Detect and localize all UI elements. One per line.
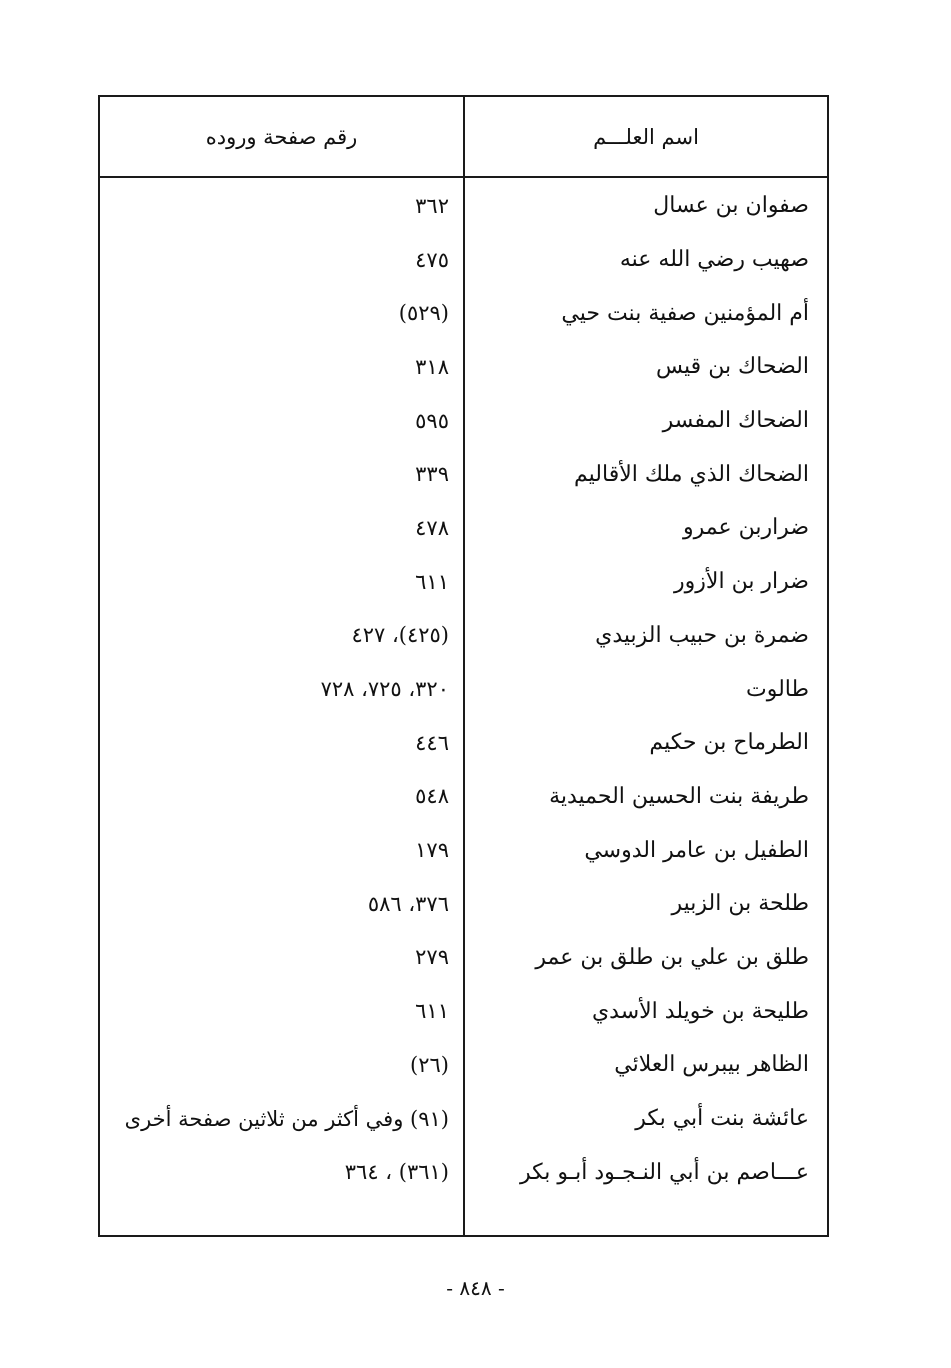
person-name: طريفة بنت الحسين الحميدية	[549, 783, 809, 809]
page-references: (٣٦١) ، ٣٦٤	[344, 1160, 449, 1185]
page-references: ٥٤٨	[415, 784, 449, 809]
table-row	[100, 662, 827, 716]
person-name: ضراربن عمرو	[682, 515, 809, 541]
table-row	[100, 931, 827, 985]
person-name: طلحة بن الزبير	[671, 891, 809, 917]
person-name: طلق بن علي بن طلق بن عمر	[535, 944, 809, 970]
page-references: ٥٩٥	[415, 408, 449, 433]
page-references: ٦١١	[415, 999, 449, 1024]
table-row	[100, 823, 827, 877]
page-references: ٣٢٠، ٧٢٥، ٧٢٨	[320, 677, 449, 702]
page-references: (٩١) وفي أكثر من ثلاثين صفحة أخرى	[124, 1106, 449, 1131]
person-name: الضحاك بن قيس	[656, 354, 809, 380]
table-row	[100, 1092, 827, 1146]
page-references: ٤٤٦	[415, 730, 449, 755]
person-name: الطرماح بن حكيم	[649, 730, 809, 756]
page-references: ٤٧٥	[415, 247, 449, 272]
header-name-column: اسم العلـــم	[593, 124, 699, 149]
table-row	[100, 179, 827, 233]
person-name: صفوان بن عسال	[653, 193, 809, 219]
person-name: أم المؤمنين صفية بنت حيي	[561, 300, 809, 326]
table-row	[100, 877, 827, 931]
person-name: عـــاصم بن أبي النـجـود أبـو بكر	[519, 1159, 809, 1185]
person-name: صهيب رضي الله عنه	[619, 247, 809, 273]
table-rows	[100, 179, 827, 1199]
person-name: الضحاك الذي ملك الأقاليم	[574, 461, 809, 487]
table-row	[100, 394, 827, 448]
person-name: ضرار بن الأزور	[674, 569, 809, 595]
table-row	[100, 501, 827, 555]
person-name: الطفيل بن عامر الدوسي	[584, 837, 809, 863]
page-references: (٢٦)	[410, 1052, 449, 1077]
page-references: ٣٣٩	[415, 462, 449, 487]
page-references: (٤٢٥)، ٤٢٧	[351, 623, 449, 648]
page-references: ٤٧٨	[415, 515, 449, 540]
header-pages-column: رقم صفحة وروده	[205, 124, 358, 149]
table-row	[100, 286, 827, 340]
page-references: ٦١١	[415, 569, 449, 594]
table-row	[100, 984, 827, 1038]
page-number: - ٨٤٨ -	[446, 1276, 505, 1300]
page-references: ٣١٨	[415, 354, 449, 379]
page-references: ٢٧٩	[415, 945, 449, 970]
table-row	[100, 770, 827, 824]
person-name: طليحة بن خويلد الأسدي	[591, 998, 809, 1024]
page-references: (٥٢٩)	[398, 301, 449, 326]
table-row	[100, 555, 827, 609]
index-table	[98, 95, 829, 1237]
table-row	[100, 716, 827, 770]
table-row	[100, 340, 827, 394]
person-name: ضمرة بن حبيب الزبيدي	[595, 622, 809, 648]
person-name: الضحاك المفسر	[662, 408, 809, 434]
page-references: ١٧٩	[415, 838, 449, 863]
page-references: ٣٦٢	[415, 193, 449, 218]
table-row	[100, 609, 827, 663]
table-row	[100, 447, 827, 501]
table-row	[100, 233, 827, 287]
table-row	[100, 1038, 827, 1092]
header-divider	[100, 176, 827, 178]
person-name: عائشة بنت أبي بكر	[635, 1106, 809, 1132]
person-name: الظاهر بيبرس العلائي	[614, 1052, 809, 1078]
person-name: طالوت	[746, 676, 809, 702]
page-references: ٣٧٦، ٥٨٦	[367, 891, 449, 916]
table-row	[100, 1145, 827, 1199]
